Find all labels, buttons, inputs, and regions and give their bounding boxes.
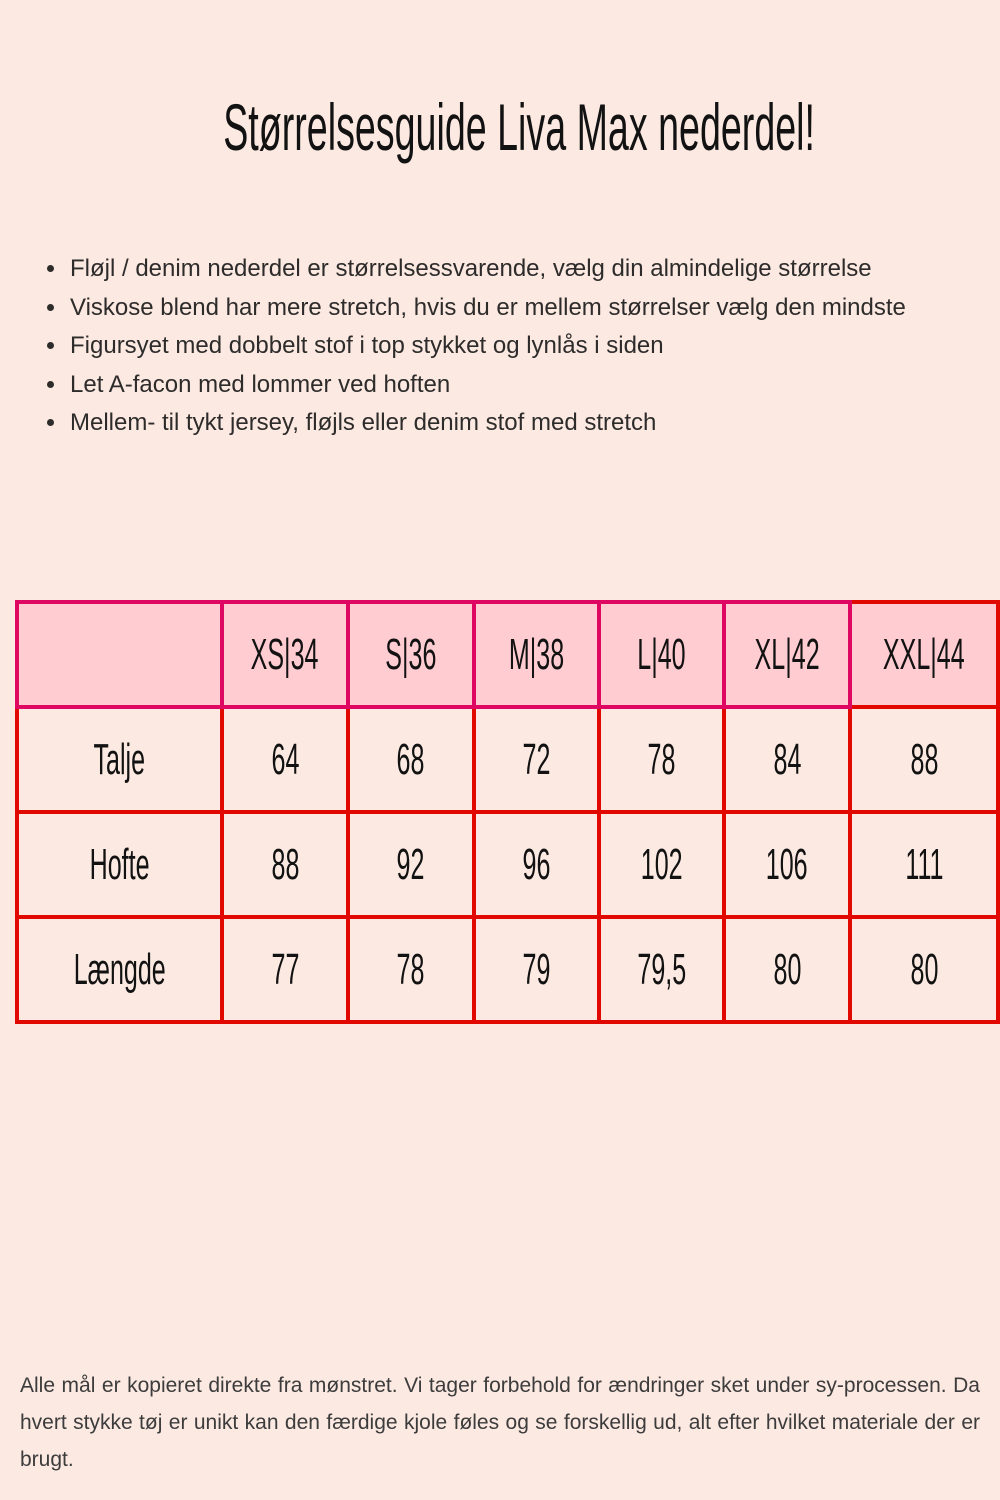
table-cell <box>724 917 851 1022</box>
cell-value: 80 <box>773 944 802 994</box>
list-item-text: Let A-facon med lommer ved hoften <box>70 370 451 398</box>
column-header-xl <box>724 602 851 707</box>
footer-note: Alle mål er kopieret direkte fra mønstret. Vi tager forbehold for ændringer sket under sy-processen. Da hvert stykke tøj er unikt kan den færdige kjole føles og se forskellig ud, alt efter hvilket materiale der er brugt. <box>20 1374 980 1471</box>
row-label <box>17 812 222 917</box>
cell-value: 79 <box>522 944 551 994</box>
row-label <box>17 917 222 1022</box>
table-cell <box>348 917 473 1022</box>
table-cell <box>222 812 349 917</box>
column-header-text: XS|34 <box>251 629 319 679</box>
table-cell <box>222 707 349 812</box>
column-header-text: L|40 <box>637 629 686 679</box>
corner-cell <box>17 602 222 707</box>
cell-value: 96 <box>522 839 551 889</box>
cell-value: 106 <box>766 839 809 889</box>
column-header-text: S|36 <box>385 629 437 679</box>
cell-value: 80 <box>910 944 939 994</box>
cell-value: 72 <box>522 734 551 784</box>
column-header-m <box>474 602 600 707</box>
table-cell <box>850 917 998 1022</box>
cell-value: 88 <box>910 734 939 784</box>
list-item-text: Viskose blend har mere stretch, hvis du er mellem størrelser vælg den mindste <box>70 293 906 321</box>
row-label-text: Længde <box>73 944 166 994</box>
table-header-row <box>17 602 998 707</box>
cell-value: 92 <box>397 839 425 889</box>
column-header-text: M|38 <box>508 629 564 679</box>
column-header-xxl <box>850 602 998 707</box>
table-cell <box>599 812 724 917</box>
list-item-text: Figursyet med dobbelt stof i top stykket og lynlås i siden <box>70 332 664 359</box>
table-cell <box>474 707 600 812</box>
table-row-talje <box>17 707 998 812</box>
table-cell <box>724 707 851 812</box>
table-cell <box>348 812 473 917</box>
table-cell <box>222 917 349 1022</box>
cell-value: 84 <box>773 734 802 784</box>
cell-value: 64 <box>271 734 299 784</box>
table-row-hofte <box>17 812 998 917</box>
row-label-text: Talje <box>93 734 146 784</box>
list-item-text: Fløjl / denim nederdel er størrelsessvarende, vælg din almindelige størrelse <box>70 255 872 282</box>
row-label-text: Hofte <box>89 839 150 889</box>
page-title <box>0 90 1000 164</box>
cell-value: 102 <box>640 839 683 889</box>
table-cell <box>599 917 724 1022</box>
size-table <box>15 600 1000 1024</box>
cell-value: 78 <box>397 944 425 994</box>
list-item <box>68 404 938 443</box>
column-header-text: XL|42 <box>754 629 820 679</box>
table-cell <box>724 812 851 917</box>
table-cell <box>599 707 724 812</box>
column-header-text: XXL|44 <box>883 629 966 679</box>
table-row-laengde <box>17 917 998 1022</box>
table-cell <box>850 707 998 812</box>
table-cell <box>474 812 600 917</box>
list-item <box>68 366 938 405</box>
column-header-s <box>348 602 473 707</box>
list-item <box>68 327 938 366</box>
page-title-text: Størrelsesguide Liva Max nederdel! <box>223 90 815 164</box>
row-label <box>17 707 222 812</box>
table-cell <box>474 917 600 1022</box>
cell-value: 78 <box>647 734 676 784</box>
column-header-xs <box>222 602 349 707</box>
cell-value: 111 <box>905 839 944 889</box>
list-item <box>68 250 938 289</box>
cell-value: 77 <box>271 944 299 994</box>
column-header-l <box>599 602 724 707</box>
cell-value: 68 <box>397 734 425 784</box>
feature-list <box>0 250 938 443</box>
cell-value: 88 <box>271 839 299 889</box>
table-cell <box>850 812 998 917</box>
list-item <box>68 289 938 328</box>
table-cell <box>348 707 473 812</box>
cell-value: 79,5 <box>637 944 686 994</box>
list-item-text: Mellem- til tykt jersey, fløjls eller denim stof med stretch <box>70 409 657 436</box>
